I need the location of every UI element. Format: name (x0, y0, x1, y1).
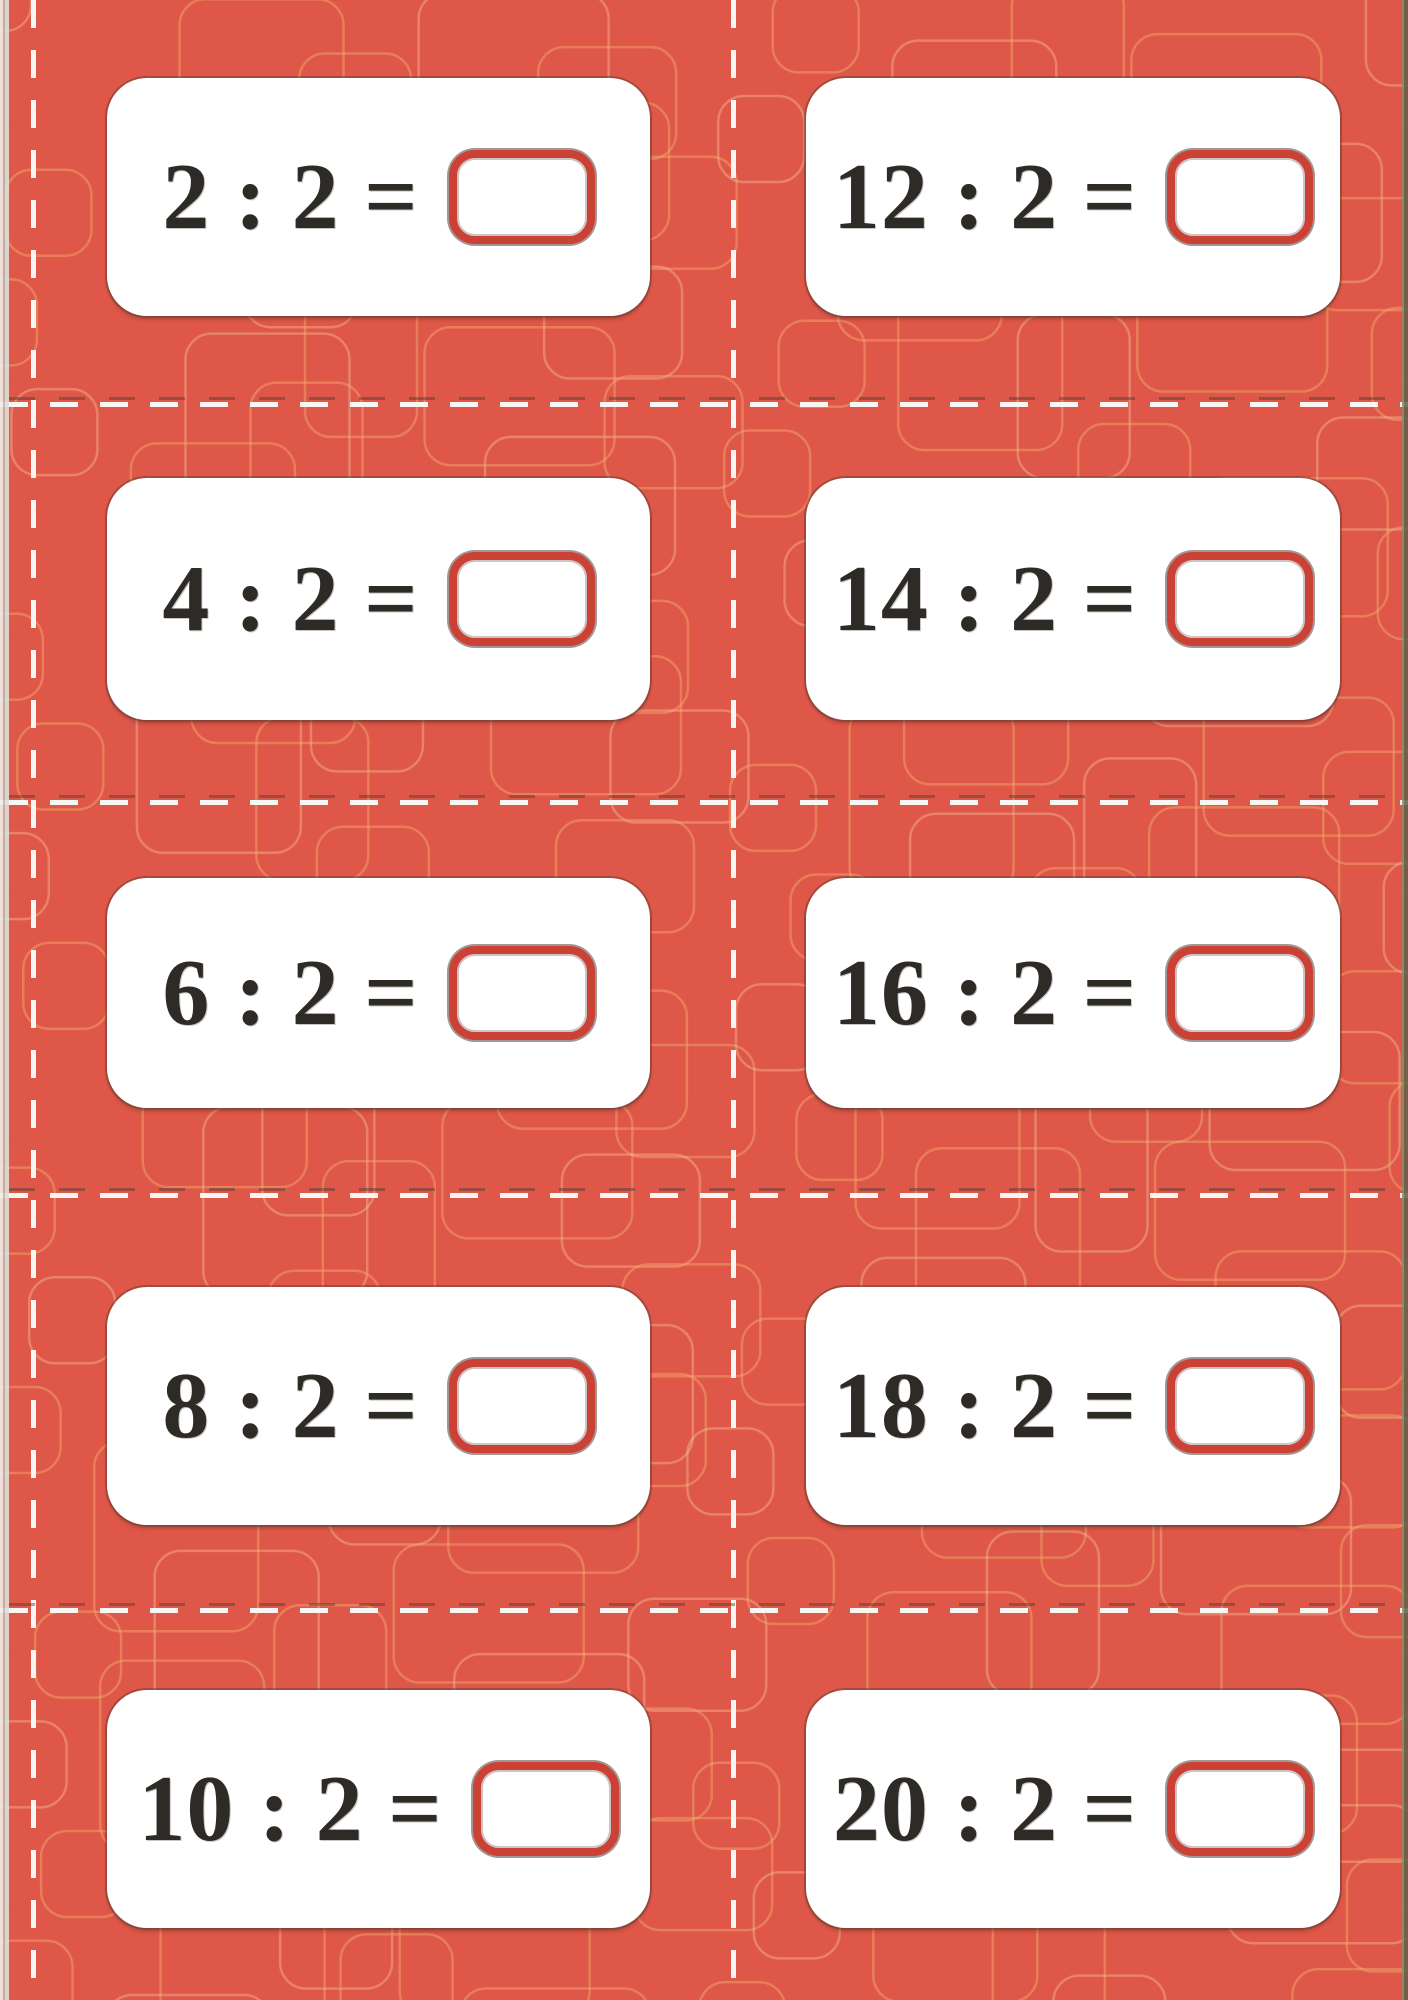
scan-edge-right (1402, 0, 1408, 2000)
flashcard-2-div-2 (107, 78, 650, 316)
equation-label: 14 : 2 = (832, 547, 1138, 651)
cut-line-horizontal-2 (0, 800, 1408, 805)
cut-line-vertical-left (31, 0, 36, 2000)
answer-box[interactable] (1167, 150, 1313, 244)
flashcard-10-div-2 (107, 1690, 650, 1928)
answer-box[interactable] (1167, 1762, 1313, 1856)
scan-edge-left (0, 0, 9, 2000)
flashcard-8-div-2 (107, 1287, 650, 1525)
flashcard-12-div-2 (806, 78, 1340, 316)
equation-label: 2 : 2 = (162, 145, 419, 249)
cut-line-horizontal-3 (0, 1193, 1408, 1198)
equation-label: 12 : 2 = (832, 145, 1138, 249)
flashcard-16-div-2 (806, 878, 1340, 1108)
flashcard-14-div-2 (806, 478, 1340, 720)
cut-line-vertical-center (731, 0, 736, 2000)
equation-label: 16 : 2 = (832, 941, 1138, 1045)
flashcard-18-div-2 (806, 1287, 1340, 1525)
answer-box[interactable] (1167, 552, 1313, 646)
flashcard-4-div-2 (107, 478, 650, 720)
equation-label: 4 : 2 = (162, 547, 419, 651)
cut-line-horizontal-1 (0, 402, 1408, 407)
answer-box[interactable] (473, 1762, 619, 1856)
cut-line-horizontal-4 (0, 1608, 1408, 1613)
flashcard-20-div-2 (806, 1690, 1340, 1928)
flashcard-6-div-2 (107, 878, 650, 1108)
answer-box[interactable] (449, 1359, 595, 1453)
answer-box[interactable] (449, 150, 595, 244)
equation-label: 20 : 2 = (832, 1757, 1138, 1861)
equation-label: 10 : 2 = (138, 1757, 443, 1861)
equation-label: 18 : 2 = (832, 1354, 1138, 1458)
answer-box[interactable] (449, 552, 595, 646)
answer-box[interactable] (449, 946, 595, 1040)
equation-label: 8 : 2 = (162, 1354, 419, 1458)
answer-box[interactable] (1167, 1359, 1313, 1453)
equation-label: 6 : 2 = (162, 941, 419, 1045)
answer-box[interactable] (1167, 946, 1313, 1040)
